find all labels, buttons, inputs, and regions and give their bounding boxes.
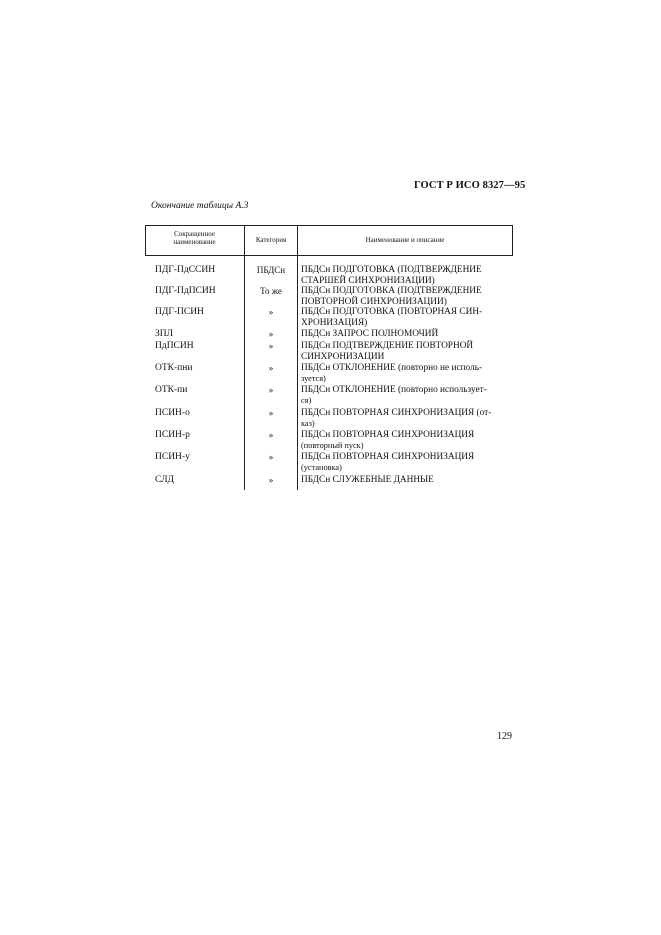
row-description-line2: ся) bbox=[301, 395, 312, 405]
row-description-line1: ПБДСн ОТКЛОНЕНИЕ (повторно использует- bbox=[301, 385, 487, 395]
row-description-line1: ПБДСн ПОВТОРНАЯ СИНХРОНИЗАЦИЯ (от- bbox=[301, 408, 492, 418]
row-description bbox=[301, 385, 508, 406]
row-description bbox=[301, 452, 508, 473]
row-description bbox=[301, 363, 508, 384]
table-top-border bbox=[145, 225, 513, 226]
row-description-line1: ПБДСн ЗАПРОС ПОЛНОМОЧИЙ bbox=[301, 329, 439, 339]
row-description bbox=[301, 307, 508, 328]
row-abbreviation: ОТК-пи bbox=[155, 385, 188, 395]
row-description-line2: зуется) bbox=[301, 373, 326, 383]
row-description-line1: ПБДСн ПОДТВЕРЖДЕНИЕ ПОВТОРНОЙ bbox=[301, 341, 474, 351]
row-description-line2: ХРОНИЗАЦИЯ) bbox=[301, 317, 368, 328]
header-abbreviation-line1: Сокращенное bbox=[174, 230, 215, 238]
row-abbreviation: ПДГ-ПдПСИН bbox=[155, 286, 216, 296]
row-description-line2: (повторный пуск) bbox=[301, 440, 364, 450]
row-abbreviation: СЛД bbox=[155, 475, 175, 485]
row-category: » bbox=[268, 452, 274, 462]
table-caption: Окончание таблицы А.3 bbox=[151, 201, 249, 211]
row-category: » bbox=[268, 430, 274, 440]
row-description-line1: ПБДСн ОТКЛОНЕНИЕ (повторно не исполь- bbox=[301, 363, 483, 373]
row-description-line2: (установка) bbox=[301, 462, 342, 472]
row-category: » bbox=[268, 385, 274, 395]
row-description bbox=[301, 286, 508, 307]
row-abbreviation: ПДГ-ПСИН bbox=[155, 307, 204, 317]
table-header-border bbox=[145, 255, 513, 256]
row-category: То же bbox=[260, 286, 282, 296]
row-category: ПБДСн bbox=[256, 265, 286, 275]
row-description-line2: ПОВТОРНОЙ СИНХРОНИЗАЦИИ) bbox=[301, 296, 447, 307]
row-category: » bbox=[268, 363, 274, 373]
row-description-line1: ПБДСн ПОДГОТОВКА (ПОВТОРНАЯ СИН- bbox=[301, 307, 483, 317]
row-description-line1: ПБДСн ПОВТОРНАЯ СИНХРОНИЗАЦИЯ bbox=[301, 452, 475, 462]
row-description bbox=[301, 341, 508, 362]
row-description-line1: ПБДСн СЛУЖЕБНЫЕ ДАННЫЕ bbox=[301, 475, 434, 485]
header-abbreviation-line2: наименование bbox=[173, 238, 216, 246]
row-category: » bbox=[268, 329, 274, 339]
column-divider-2 bbox=[297, 225, 298, 490]
header-abbreviation bbox=[145, 230, 244, 246]
row-description bbox=[301, 430, 508, 451]
row-abbreviation: ПдПСИН bbox=[155, 341, 194, 351]
row-description bbox=[301, 329, 508, 340]
row-abbreviation: ОТК-пни bbox=[155, 363, 193, 373]
row-description bbox=[301, 265, 508, 286]
row-description bbox=[301, 475, 508, 486]
page-number: 129 bbox=[497, 731, 512, 742]
row-description-line2: СТАРШЕЙ СИНХРОНИЗАЦИИ) bbox=[301, 275, 435, 286]
row-category: » bbox=[268, 341, 274, 351]
row-description-line2: СИНХРОНИЗАЦИИ bbox=[301, 351, 385, 362]
row-abbreviation: ЗПЛ bbox=[155, 329, 174, 339]
row-description-line1: ПБДСн ПОДГОТОВКА (ПОДТВЕРЖДЕНИЕ bbox=[301, 286, 482, 296]
row-description-line1: ПБДСн ПОВТОРНАЯ СИНХРОНИЗАЦИЯ bbox=[301, 430, 475, 440]
row-abbreviation: ПСИН-р bbox=[155, 430, 190, 440]
row-description-line2: каз) bbox=[301, 418, 315, 428]
abbreviations-table bbox=[145, 225, 513, 490]
header-category: Категория bbox=[255, 236, 287, 244]
row-description-line1: ПБДСн ПОДГОТОВКА (ПОДТВЕРЖДЕНИЕ bbox=[301, 265, 482, 275]
document-header: ГОСТ Р ИСО 8327—95 bbox=[414, 180, 526, 191]
row-description bbox=[301, 408, 508, 429]
row-category: » bbox=[268, 408, 274, 418]
row-category: » bbox=[268, 475, 274, 485]
row-abbreviation: ПДГ-ПдССИН bbox=[155, 265, 216, 275]
row-abbreviation: ПСИН-о bbox=[155, 408, 190, 418]
row-category: » bbox=[268, 307, 274, 317]
row-abbreviation: ПСИН-у bbox=[155, 452, 190, 462]
header-name-description: Наименование и описание bbox=[365, 236, 445, 244]
table-right-border bbox=[512, 225, 513, 255]
